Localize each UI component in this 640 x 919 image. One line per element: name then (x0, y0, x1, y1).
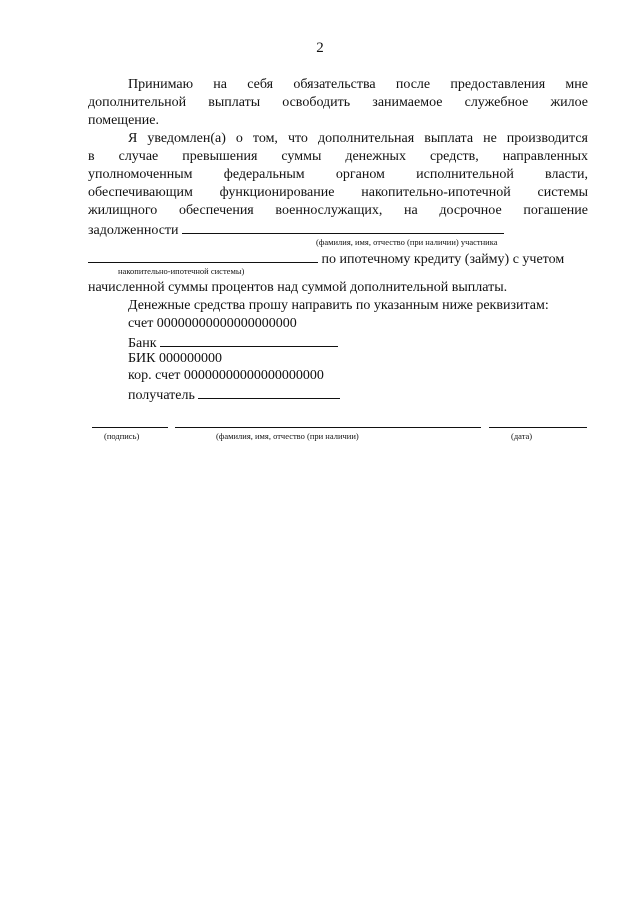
bank-label: Банк (128, 336, 157, 351)
name-hint: (фамилия, имя, отчество (при наличии) (216, 431, 359, 441)
paragraph-2-line-3: уполномоченным федеральным органом исполнительной власти, (88, 167, 588, 182)
interest-line: начисленной суммы процентов над суммой дополнительной выплаты. (88, 280, 508, 295)
paragraph-2-line-2: в случае превышения суммы денежных средств, направленных (88, 149, 588, 164)
signature-underline (92, 427, 168, 428)
participant-name-blank-2 (88, 249, 318, 263)
bik-number: БИК 000000000 (128, 351, 222, 366)
paragraph-2-line-1: Я уведомлен(а) о том, что дополнительная выплата не производится (128, 131, 588, 146)
recipient-label: получатель (128, 388, 195, 403)
date-hint: (дата) (511, 431, 533, 441)
name-underline (175, 427, 481, 428)
requisites-intro: Денежные средства прошу направить по указанным ниже реквизитам: (128, 298, 549, 313)
participant-hint-1: (фамилия, имя, отчество (при наличии) участника (316, 237, 498, 247)
date-underline (489, 427, 587, 428)
page-number: 2 (316, 40, 324, 56)
paragraph-1-line-1: Принимаю на себя обязательства после предоставления мне (128, 77, 588, 92)
mortgage-text: по ипотечному кредиту (займу) с учетом (321, 252, 565, 267)
paragraph-2-line-4: обеспечивающим функционирование накопительно-ипотечной системы (88, 185, 588, 200)
participant-hint-2: накопительно-ипотечной системы) (118, 266, 245, 276)
corr-account-number: кор. счет 00000000000000000000 (128, 368, 324, 383)
paragraph-2-line-5: жилищного обеспечения военнослужащих, на досрочное погашение (88, 203, 588, 218)
paragraph-1-line-2: дополнительной выплаты освободить занимаемое служебное жилое (88, 95, 588, 110)
paragraph-1-line-3: помещение. (88, 113, 159, 128)
participant-name-blank (182, 220, 504, 234)
bank-blank (160, 333, 338, 347)
recipient-blank (198, 385, 340, 399)
debt-label: задолженности (88, 223, 179, 238)
account-number: счет 00000000000000000000 (128, 316, 297, 331)
recipient-line (128, 385, 628, 404)
signature-hint: (подпись) (104, 431, 140, 441)
